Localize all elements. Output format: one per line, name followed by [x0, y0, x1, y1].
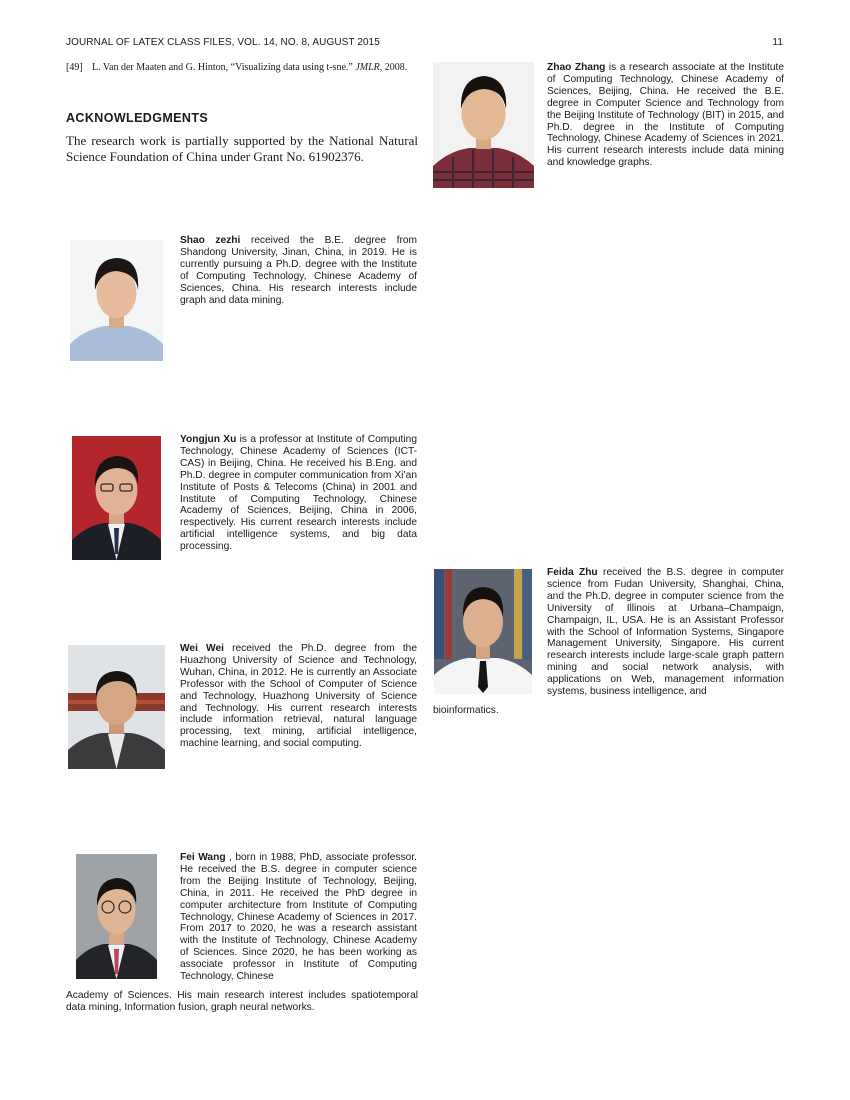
bio-zhao-zhang [547, 62, 784, 169]
bio-name-fei-wang: Fei Wang [180, 852, 226, 863]
photo-zhao-zhang [433, 62, 534, 188]
bio-text-feida-zhu: received the B.S. degree in computer science from Fudan University, Shanghai, China, and the Ph.D. degree in computer science from the University of Illinois at Urbana–Champaign, Champaign, IL, USA. He is an Assistant Professor with the School of Information Systems, Singapore Management University, Singapore. His current research interests include large-scale graph pattern mining and social network analysis, with applications on Web, management information systems, business intelligence, and [547, 567, 784, 698]
bio-wrap-fei-wang: Academy of Sciences. His main research interest includes spatiotemporal data mining, Information fusion, graph neural networks. [66, 990, 418, 1013]
photo-wei-wei [68, 645, 165, 769]
bio-text-fei-wang: , born in 1988, PhD, associate professor. He received the B.S. degree in computer science from the Beijing Institute of Technology, Beijing, China, in 2011. He received the PhD degree in computer architecture from Institute of Computing Technology, Chinese Academy of Sciences in 2017. From 2017 to 2020, he was a research assistant with the Institute of Technology, Chinese Academy of Sciences. Since 2020, he has been working as associate professor in Institute of Computing Technology, Chinese [180, 852, 417, 983]
page-number: 11 [772, 37, 783, 48]
reference-number: [49] [66, 62, 83, 73]
bio-name-zhao-zhang: Zhao Zhang [547, 62, 606, 73]
bio-text-wei-wei: received the Ph.D. degree from the Huazhong University of Science and Technology, Wuhan, China, in 2012. He is currently an Associate Professor with the School of Computer of Science and Technology, Huazhong University of Science and Technology. His current research interests include information retrieval, natural language processing, text mining, artificial intelligence, machine learning, and social computing. [180, 643, 418, 750]
journal-title: JOURNAL OF LATEX CLASS FILES, VOL. 14, NO. 8, AUGUST 2015 [66, 37, 380, 48]
bio-wrap-feida-zhu: bioinformatics. [433, 705, 499, 716]
bio-yongjun-xu [180, 434, 417, 553]
bio-fei-wang [180, 852, 417, 983]
bio-name-yongjun-xu: Yongjun Xu [180, 434, 237, 445]
bio-wei-wei [180, 643, 417, 750]
photo-yongjun-xu [72, 436, 161, 560]
reference-authors: L. Van der Maaten and G. Hinton, “Visualizing data using t-sne.” [92, 62, 353, 73]
reference-year: , 2008. [379, 62, 408, 73]
bio-name-shao-zezhi: Shao zezhi [180, 235, 241, 246]
bio-text-shao-zezhi: received the B.E. degree from Shandong University, Jinan, China, in 2019. He is currently pursuing a Ph.D. degree with the Institute of Computing Technology, Chinese Academy of Sciences, China. His research interests include graph and data mining. [180, 235, 417, 306]
photo-fei-wang [76, 854, 157, 979]
bio-name-wei-wei: Wei Wei [180, 643, 224, 654]
bio-text-zhao-zhang: is a research associate at the Institute of Computing Technology, Chinese Academy of Sciences, Beijing, China. He received the B.E. degree in Computer Science and Technology from the Beijing Institute of Technology (BIT) in 2015, and Ph.D. degree in the Institute of Computing Technology, Chinese Academy of Sciences in 2021. His current research interests include data mining and knowledge graphs. [547, 62, 784, 169]
bio-shao-zezhi [180, 235, 417, 306]
acknowledgments-heading: ACKNOWLEDGMENTS [66, 111, 209, 125]
acknowledgments-body: The research work is partially supported by the National Natural Science Foundation of China under Grant No. 61902376. [66, 133, 418, 164]
photo-shao-zezhi [70, 240, 163, 361]
reference-49 [66, 62, 418, 74]
photo-feida-zhu [434, 569, 532, 694]
bio-text-yongjun-xu: is a professor at Institute of Computing Technology, Chinese Academy of Sciences (ICT-CAS) in Beijing, China. He received his B.Eng. and Ph.D. degree in computer communication from Xi’an Institute of Posts & Telecoms (China) in 2001 and Institute of Computing Technology, Chinese Academy of Sciences, Beijing, China in 2006, respectively. His current research interests include artificial intelligence systems, and big data processing. [180, 434, 417, 553]
bio-feida-zhu [547, 567, 784, 698]
reference-venue: JMLR [355, 62, 380, 73]
bio-name-feida-zhu: Feida Zhu [547, 567, 598, 578]
running-header [66, 37, 783, 51]
